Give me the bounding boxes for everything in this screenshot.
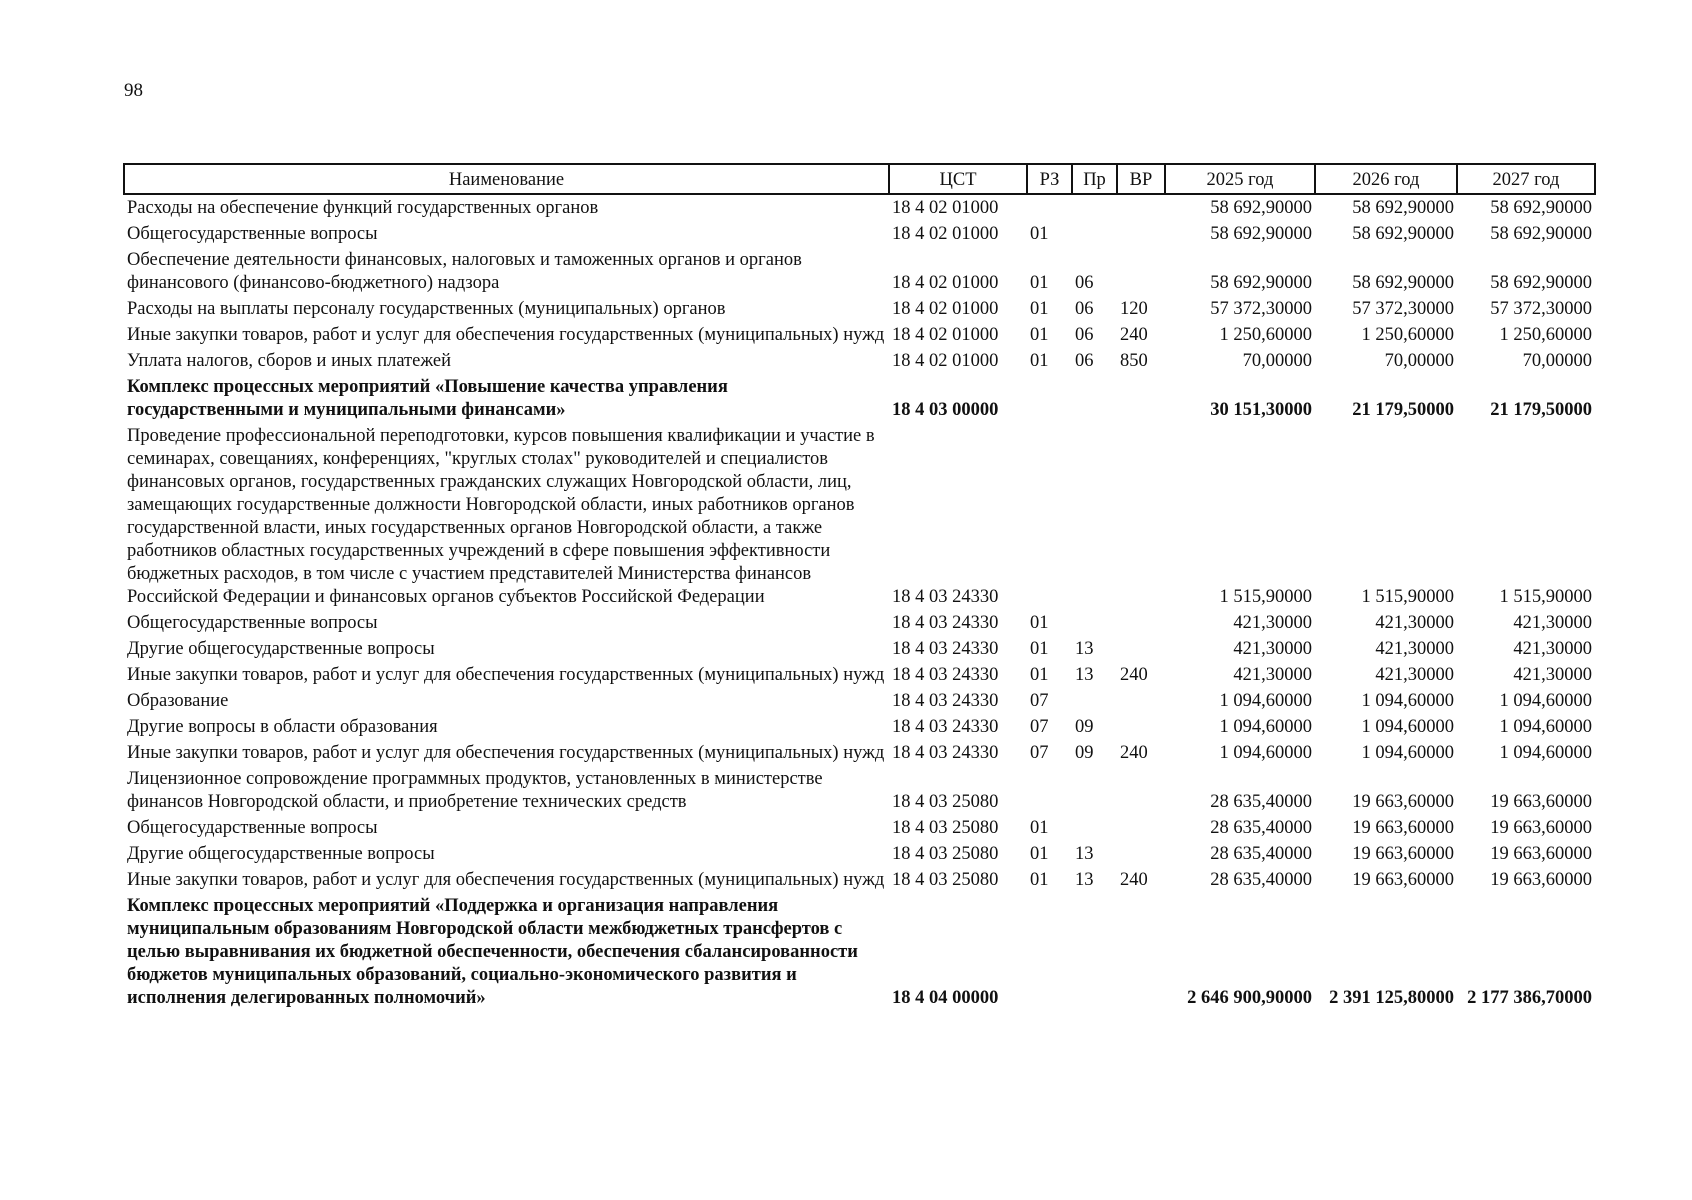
- cell-rz: 01: [1030, 639, 1049, 659]
- cell-name: Комплекс процессных мероприятий «Поддержка и организация направления муниципальным образованиям Новгородской области межбюджетных трансфертов с целью выравнивания их бюджетной обеспеченности, обеспечения сбалансированности бюджетов муниципальных образований, социально-экономического развития и исполнения делегированных полномочий»: [127, 896, 858, 1008]
- table-row: [124, 714, 1595, 740]
- cell-rz: [1027, 766, 1072, 815]
- cell-name: Комплекс процессных мероприятий «Повышение качества управления государственными и муниципальными финансами»: [127, 377, 728, 420]
- cell-vr: [1117, 194, 1165, 221]
- table-row: [124, 247, 1595, 296]
- cell-vr: [1117, 374, 1165, 423]
- cell-name: Расходы на выплаты персоналу государственных (муниципальных) органов: [127, 299, 726, 319]
- page-number: 98: [124, 80, 143, 101]
- cell-2026: 421,30000: [1375, 665, 1454, 685]
- cell-pr: [1072, 610, 1117, 636]
- cell-name: Общегосударственные вопросы: [127, 613, 378, 633]
- cell-rz: 01: [1030, 224, 1049, 244]
- cell-2027: 58 692,90000: [1490, 273, 1592, 293]
- table-header-row: [124, 164, 1595, 194]
- cell-rz: 01: [1030, 844, 1049, 864]
- cell-vr: [1117, 247, 1165, 296]
- cell-rz: 01: [1030, 818, 1049, 838]
- cell-2026: 57 372,30000: [1352, 299, 1454, 319]
- cell-2025: 57 372,30000: [1210, 299, 1312, 319]
- cell-vr: [1117, 766, 1165, 815]
- cell-rz: 01: [1030, 613, 1049, 633]
- cell-vr: [1117, 893, 1165, 1011]
- cell-2025: 1 094,60000: [1219, 743, 1312, 763]
- cell-2025: 1 515,90000: [1219, 587, 1312, 607]
- header-2026: 2026 год: [1315, 164, 1457, 194]
- cell-2025: 28 635,40000: [1210, 870, 1312, 890]
- cell-rz: 01: [1030, 325, 1049, 345]
- cell-rz: [1027, 374, 1072, 423]
- table-row: [124, 867, 1595, 893]
- cell-cst: 18 4 03 24330: [892, 613, 999, 633]
- table-row: [124, 348, 1595, 374]
- cell-name: Общегосударственные вопросы: [127, 224, 378, 244]
- cell-2025: 28 635,40000: [1210, 818, 1312, 838]
- header-vr: ВР: [1117, 164, 1165, 194]
- cell-cst: 18 4 03 25080: [892, 818, 999, 838]
- cell-2025: 70,00000: [1242, 351, 1312, 371]
- cell-2027: 1 094,60000: [1499, 717, 1592, 737]
- cell-vr: 850: [1120, 351, 1148, 371]
- header-name: Наименование: [124, 164, 889, 194]
- cell-2027: 2 177 386,70000: [1467, 988, 1592, 1008]
- cell-name: Обеспечение деятельности финансовых, налоговых и таможенных органов и органов финансового (финансово-бюджетного) надзора: [127, 250, 802, 293]
- cell-2025: 2 646 900,90000: [1187, 988, 1312, 1008]
- cell-2026: 19 663,60000: [1352, 844, 1454, 864]
- cell-vr: [1117, 423, 1165, 610]
- cell-pr: 06: [1075, 325, 1094, 345]
- cell-cst: 18 4 03 24330: [892, 639, 999, 659]
- cell-2027: 421,30000: [1513, 613, 1592, 633]
- header-cst: ЦСТ: [889, 164, 1027, 194]
- cell-rz: 07: [1030, 691, 1049, 711]
- cell-2026: 1 094,60000: [1361, 717, 1454, 737]
- cell-2025: 30 151,30000: [1210, 400, 1312, 420]
- cell-name: Иные закупки товаров, работ и услуг для обеспечения государственных (муниципальных) нужд: [127, 665, 885, 685]
- cell-cst: 18 4 03 25080: [892, 844, 999, 864]
- cell-2026: 21 179,50000: [1352, 400, 1454, 420]
- cell-2026: 19 663,60000: [1352, 792, 1454, 812]
- cell-2027: 21 179,50000: [1490, 400, 1592, 420]
- cell-vr: 240: [1120, 665, 1148, 685]
- table-row: [124, 322, 1595, 348]
- cell-rz: [1027, 423, 1072, 610]
- cell-2027: 19 663,60000: [1490, 870, 1592, 890]
- cell-vr: 240: [1120, 325, 1148, 345]
- cell-2027: 421,30000: [1513, 639, 1592, 659]
- cell-2026: 1 250,60000: [1361, 325, 1454, 345]
- cell-cst: 18 4 03 24330: [892, 587, 999, 607]
- cell-2027: 58 692,90000: [1490, 198, 1592, 218]
- cell-2026: 19 663,60000: [1352, 818, 1454, 838]
- cell-rz: 07: [1030, 717, 1049, 737]
- table-row: [124, 296, 1595, 322]
- cell-cst: 18 4 03 24330: [892, 717, 999, 737]
- cell-cst: 18 4 03 25080: [892, 870, 999, 890]
- cell-2025: 1 094,60000: [1219, 691, 1312, 711]
- table-row: [124, 766, 1595, 815]
- cell-2025: 1 094,60000: [1219, 717, 1312, 737]
- cell-name: Проведение профессиональной переподготовки, курсов повышения квалификации и участие в семинарах, совещаниях, конференциях, "круглых столах" руководителей и специалистов финансовых органов, государственных гражданских служащих Новгородской области, лиц, замещающих государственные должности Новгородской области, иных работников органов государственной власти, иных государственных органов Новгородской области, а также работников областных государственных учреждений в сфере повышения эффективности бюджетных расходов, в том числе с участием представителей Министерства финансов Российской Федерации и финансовых органов субъектов Российской Федерации: [127, 426, 875, 607]
- cell-2027: 1 250,60000: [1499, 325, 1592, 345]
- cell-2025: 28 635,40000: [1210, 792, 1312, 812]
- cell-cst: 18 4 02 01000: [892, 198, 999, 218]
- cell-rz: 07: [1030, 743, 1049, 763]
- table-row: [124, 662, 1595, 688]
- cell-cst: 18 4 03 25080: [892, 792, 999, 812]
- cell-pr: 13: [1075, 870, 1094, 890]
- cell-pr: 06: [1075, 273, 1094, 293]
- cell-pr: [1072, 893, 1117, 1011]
- table-body: [124, 194, 1595, 1011]
- cell-vr: [1117, 714, 1165, 740]
- cell-rz: 01: [1030, 299, 1049, 319]
- cell-2026: 1 094,60000: [1361, 743, 1454, 763]
- cell-2026: 1 515,90000: [1361, 587, 1454, 607]
- cell-rz: 01: [1030, 665, 1049, 685]
- cell-cst: 18 4 02 01000: [892, 224, 999, 244]
- cell-name: Другие общегосударственные вопросы: [127, 844, 435, 864]
- header-rz: РЗ: [1027, 164, 1072, 194]
- cell-2025: 28 635,40000: [1210, 844, 1312, 864]
- cell-cst: 18 4 04 00000: [892, 988, 999, 1008]
- cell-cst: 18 4 02 01000: [892, 325, 999, 345]
- cell-rz: 01: [1030, 273, 1049, 293]
- cell-2027: 1 094,60000: [1499, 743, 1592, 763]
- cell-pr: [1072, 766, 1117, 815]
- table-row: [124, 740, 1595, 766]
- cell-2026: 421,30000: [1375, 613, 1454, 633]
- cell-name: Лицензионное сопровождение программных продуктов, установленных в министерстве финансов Новгородской области, и приобретение технических средств: [127, 769, 823, 812]
- cell-2025: 58 692,90000: [1210, 273, 1312, 293]
- cell-2025: 421,30000: [1233, 639, 1312, 659]
- cell-2026: 19 663,60000: [1352, 870, 1454, 890]
- table-row: [124, 374, 1595, 423]
- cell-vr: 240: [1120, 743, 1148, 763]
- cell-2025: 421,30000: [1233, 665, 1312, 685]
- cell-name: Расходы на обеспечение функций государственных органов: [127, 198, 599, 218]
- cell-2027: 19 663,60000: [1490, 792, 1592, 812]
- cell-2026: 421,30000: [1375, 639, 1454, 659]
- cell-vr: [1117, 221, 1165, 247]
- budget-table: [123, 163, 1596, 1011]
- cell-2027: 19 663,60000: [1490, 844, 1592, 864]
- table-row: [124, 194, 1595, 221]
- cell-pr: 13: [1075, 639, 1094, 659]
- cell-2027: 19 663,60000: [1490, 818, 1592, 838]
- table-row: [124, 423, 1595, 610]
- table-row: [124, 636, 1595, 662]
- cell-pr: 13: [1075, 844, 1094, 864]
- cell-pr: 09: [1075, 717, 1094, 737]
- cell-2026: 58 692,90000: [1352, 198, 1454, 218]
- cell-pr: [1072, 423, 1117, 610]
- cell-pr: [1072, 688, 1117, 714]
- cell-name: Другие общегосударственные вопросы: [127, 639, 435, 659]
- cell-cst: 18 4 03 24330: [892, 665, 999, 685]
- table-row: [124, 221, 1595, 247]
- cell-pr: 06: [1075, 351, 1094, 371]
- cell-name: Другие вопросы в области образования: [127, 717, 438, 737]
- cell-vr: [1117, 815, 1165, 841]
- header-2027: 2027 год: [1457, 164, 1595, 194]
- cell-2027: 57 372,30000: [1490, 299, 1592, 319]
- cell-vr: 240: [1120, 870, 1148, 890]
- table-row: [124, 841, 1595, 867]
- cell-vr: [1117, 841, 1165, 867]
- cell-name: Иные закупки товаров, работ и услуг для обеспечения государственных (муниципальных) нужд: [127, 325, 885, 345]
- cell-2026: 1 094,60000: [1361, 691, 1454, 711]
- cell-cst: 18 4 02 01000: [892, 299, 999, 319]
- cell-vr: [1117, 636, 1165, 662]
- cell-name: Уплата налогов, сборов и иных платежей: [127, 351, 452, 371]
- cell-2025: 58 692,90000: [1210, 198, 1312, 218]
- cell-2027: 421,30000: [1513, 665, 1592, 685]
- cell-2026: 70,00000: [1384, 351, 1454, 371]
- cell-2026: 2 391 125,80000: [1329, 988, 1454, 1008]
- table-row: [124, 815, 1595, 841]
- cell-cst: 18 4 03 00000: [892, 400, 999, 420]
- cell-rz: 01: [1030, 870, 1049, 890]
- cell-2027: 70,00000: [1522, 351, 1592, 371]
- cell-name: Иные закупки товаров, работ и услуг для обеспечения государственных (муниципальных) нужд: [127, 870, 885, 890]
- cell-name: Образование: [127, 691, 229, 711]
- cell-2025: 1 250,60000: [1219, 325, 1312, 345]
- cell-pr: [1072, 374, 1117, 423]
- table-row: [124, 610, 1595, 636]
- cell-rz: [1027, 893, 1072, 1011]
- cell-rz: 01: [1030, 351, 1049, 371]
- cell-cst: 18 4 03 24330: [892, 743, 999, 763]
- cell-pr: 09: [1075, 743, 1094, 763]
- header-2025: 2025 год: [1165, 164, 1315, 194]
- cell-cst: 18 4 02 01000: [892, 273, 999, 293]
- cell-2025: 58 692,90000: [1210, 224, 1312, 244]
- cell-2027: 1 515,90000: [1499, 587, 1592, 607]
- cell-pr: [1072, 221, 1117, 247]
- cell-vr: 120: [1120, 299, 1148, 319]
- cell-vr: [1117, 610, 1165, 636]
- cell-2025: 421,30000: [1233, 613, 1312, 633]
- cell-2027: 58 692,90000: [1490, 224, 1592, 244]
- cell-pr: [1072, 194, 1117, 221]
- cell-pr: 06: [1075, 299, 1094, 319]
- cell-2026: 58 692,90000: [1352, 224, 1454, 244]
- cell-name: Иные закупки товаров, работ и услуг для обеспечения государственных (муниципальных) нужд: [127, 743, 885, 763]
- cell-rz: [1027, 194, 1072, 221]
- header-pr: Пр: [1072, 164, 1117, 194]
- cell-cst: 18 4 02 01000: [892, 351, 999, 371]
- cell-vr: [1117, 688, 1165, 714]
- cell-name: Общегосударственные вопросы: [127, 818, 378, 838]
- cell-2026: 58 692,90000: [1352, 273, 1454, 293]
- cell-cst: 18 4 03 24330: [892, 691, 999, 711]
- table-row: [124, 893, 1595, 1011]
- cell-pr: 13: [1075, 665, 1094, 685]
- cell-2027: 1 094,60000: [1499, 691, 1592, 711]
- table-row: [124, 688, 1595, 714]
- cell-pr: [1072, 815, 1117, 841]
